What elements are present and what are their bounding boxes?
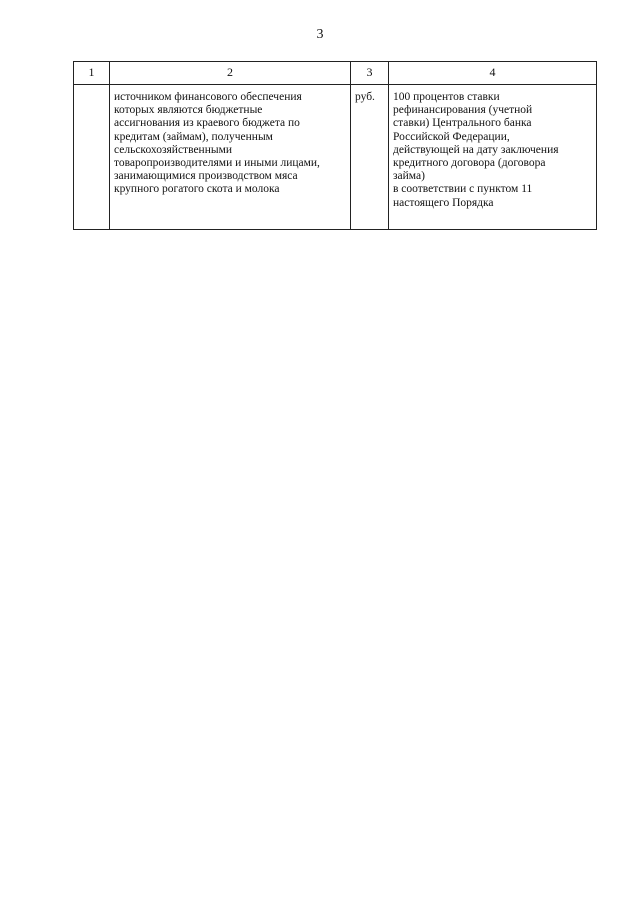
description-line: ассигнования из краевого бюджета по [114,117,300,130]
column-header-4: 4 [389,62,597,85]
value-line: ставки) Центрального банка [393,117,532,130]
value-line: займа) [393,170,425,183]
value-line: рефинансирования (учетной [393,104,533,117]
column-header-2: 2 [110,62,351,85]
value-line: в соответствии с пунктом 11 [393,183,533,196]
description-line: кредитам (займам), полученным [114,130,273,143]
table-cell-unit [351,85,389,230]
table-cell-col1 [74,85,110,230]
value-line: кредитного договора (договора [393,157,546,170]
description-line: которых являются бюджетные [114,104,263,117]
description-line: сельскохозяйственными [114,143,233,156]
column-header-3: 3 [351,62,389,85]
table-cell-value [389,85,597,230]
unit-text: руб. [355,91,375,103]
description-line: товаропроизводителями и иными лицами, [114,157,320,170]
description-text [110,85,350,201]
value-line: действующей на дату заключения [393,143,559,156]
description-line: крупного рогатого скота и молока [114,183,280,196]
value-line: 100 процентов ставки [393,91,500,103]
value-line: Российской Федерации, [393,130,510,143]
table-row [74,85,597,230]
page-number: 3 [316,27,324,42]
value-text [389,85,596,214]
description-line: источником финансового обеспечения [114,91,302,103]
description-line: занимающимися производством мяса [114,170,298,183]
data-table [73,61,597,230]
value-line: настоящего Порядка [393,196,494,209]
cell-col1-text [74,85,109,95]
column-header-1: 1 [74,62,110,85]
table-cell-description [110,85,351,230]
table-header-row [74,62,597,85]
